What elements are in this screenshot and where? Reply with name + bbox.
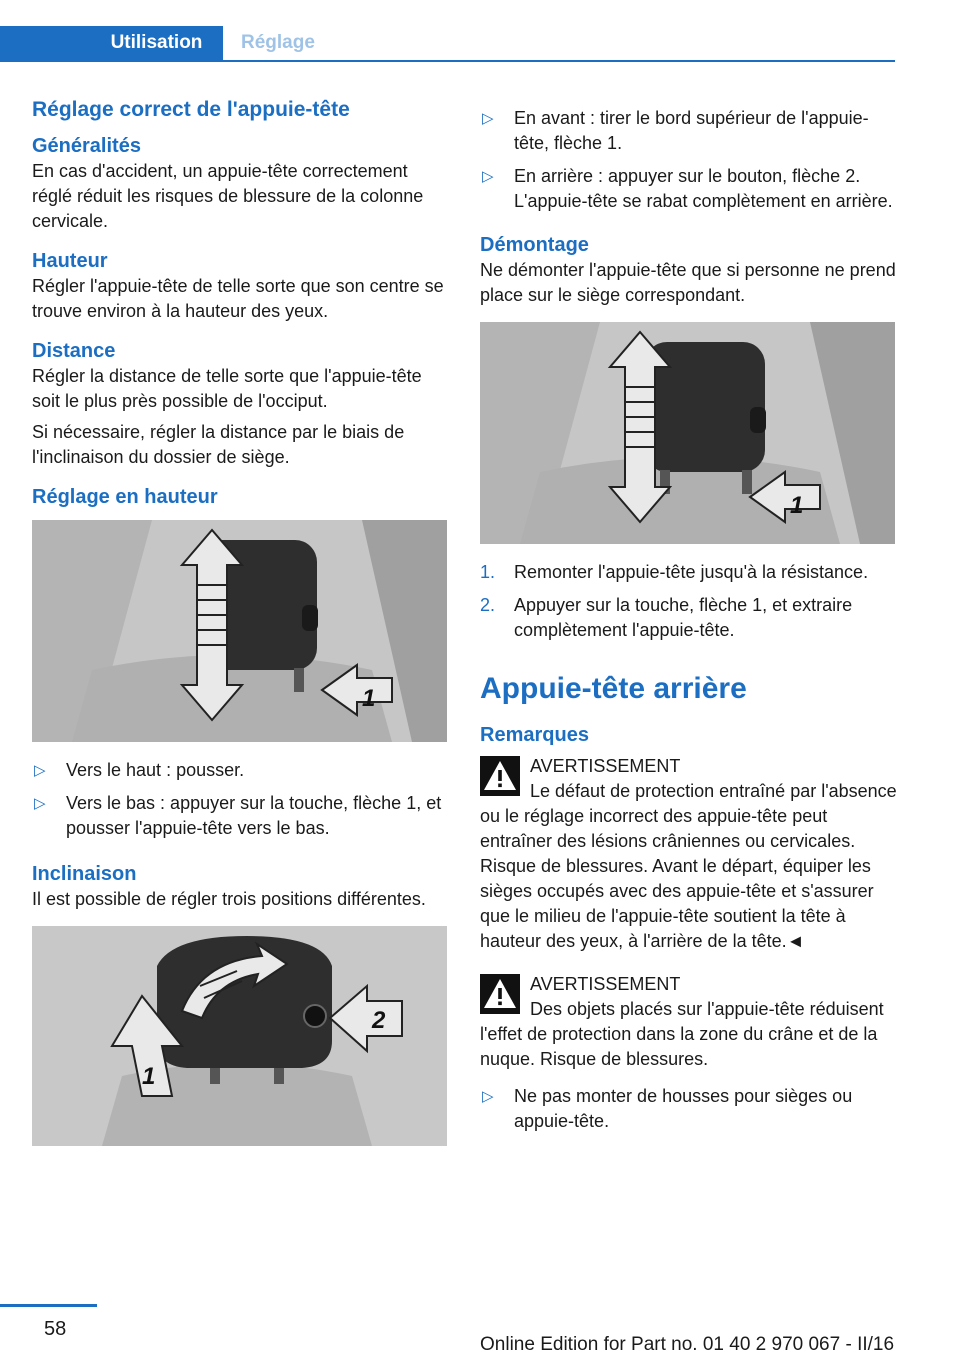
heading-distance: Distance: [32, 340, 116, 363]
text-generalites: En cas d'accident, un appuie-tête correctement réglé réduit les risques de blessure de la colonne cervicale.: [32, 161, 424, 232]
figure-label: 2: [372, 1007, 386, 1035]
figure-label: 1: [790, 492, 804, 519]
text-hauteur: Régler l'appuie-tête de telle sorte que son centre se trouve environ à la hauteur des yeux.: [32, 276, 444, 322]
headrest-height-illustration: [32, 520, 447, 742]
warning-text: Le défaut de protection entraîné par l'absence ou le réglage incorrect des appuie-tête peut entraîner des lésions crâniennes ou cervicales. Risque de blessures. Avant le départ, équiper les sièges occupés avec des appuie-tête et s'assurer que le milieu de l'appuie-tête soutient la tête à hauteur des yeux, à l'arrière de la tête.◄: [480, 781, 897, 951]
heading-hauteur: Hauteur: [32, 250, 108, 273]
section-demontage: [480, 232, 898, 643]
triangle-bullet-icon: ▷: [34, 795, 46, 813]
headrest-height-figure: [32, 520, 447, 742]
warning-triangle-icon: [480, 974, 520, 1014]
list-item: 2. Appuyer sur la touche, flèche 1, et extraire complètement l'appuie-tête.: [480, 595, 853, 640]
removal-steps: [480, 560, 898, 643]
warning-1: [480, 754, 898, 954]
warning-title: AVERTISSEMENT: [530, 974, 681, 994]
section-reglage-hauteur: [32, 484, 450, 841]
list-item: ▷ Vers le bas : appuyer sur la touche, flèche 1, et pousser l'appuie-tête vers le bas.: [34, 793, 442, 839]
tilt-bullets: [480, 106, 898, 214]
headrest-removal-illustration: [480, 322, 895, 544]
left-column: [32, 96, 450, 1162]
list-item: 1. Remonter l'appuie-tête jusqu'à la résistance.: [480, 562, 869, 582]
section-title: Réglage correct de l'appuie-tête: [32, 98, 350, 121]
figure-label: 1: [142, 1063, 156, 1091]
page-number: 58: [44, 1318, 67, 1340]
page-header: [0, 0, 960, 62]
list-item: ▷ Ne pas monter de housses pour sièges ou appuie-tête.: [482, 1086, 853, 1131]
section-distance: [32, 338, 450, 470]
heading-appuie-tete-arriere: Appuie-tête arrière: [480, 672, 747, 705]
headrest-tilt-figure: [32, 926, 447, 1146]
text-demontage: Ne démonter l'appuie-tête que si personne ne prend place sur le siège correspondant.: [480, 260, 896, 305]
section-appuie-tete-arriere: [480, 669, 898, 1134]
tab-utilisation[interactable]: Utilisation: [0, 26, 223, 60]
triangle-bullet-icon: ▷: [482, 1088, 494, 1105]
heading-reglage-hauteur: Réglage en hauteur: [32, 486, 218, 509]
heading-remarques: Remarques: [480, 724, 589, 746]
triangle-bullet-icon: ▷: [482, 168, 494, 185]
footer-rule: [0, 1304, 97, 1307]
rear-bullets: [480, 1084, 898, 1134]
right-column: [480, 96, 898, 1148]
warning-triangle-icon: [480, 756, 520, 796]
header-rule: [0, 60, 895, 62]
heading-demontage: Démontage: [480, 234, 589, 256]
section-hauteur: [32, 248, 450, 324]
triangle-bullet-icon: ▷: [482, 110, 494, 127]
text-inclinaison: Il est possible de régler trois positions différentes.: [32, 889, 426, 910]
headrest-removal-figure: [480, 322, 895, 544]
list-item: ▷ Vers le haut : pousser.: [32, 758, 450, 783]
heading-generalites: Généralités: [32, 135, 141, 158]
height-bullets: [32, 758, 450, 841]
triangle-bullet-icon: ▷: [34, 762, 46, 780]
headrest-tilt-illustration: [32, 926, 447, 1146]
warning-title: AVERTISSEMENT: [530, 756, 681, 776]
warning-text: Des objets placés sur l'appuie-tête réduisent l'effet de protection dans la zone du crâne et de la nuque. Risque de blessures.: [480, 999, 884, 1069]
section-inclinaison: [32, 861, 450, 1146]
heading-inclinaison: Inclinaison: [32, 863, 137, 886]
list-item: ▷ En arrière : appuyer sur le bouton, flèche 2. L'appuie-tête se rabat complètement en arrière.: [482, 166, 893, 211]
text-distance-1: Régler la distance de telle sorte que l'appuie-tête soit le plus près possible de l'occiput.: [32, 366, 422, 412]
edition-text: Online Edition for Part no. 01 40 2 970 067 - II/16: [480, 1334, 895, 1355]
tab-reglage[interactable]: Réglage: [241, 32, 315, 53]
warning-2: [480, 972, 898, 1072]
section-generalites: [32, 133, 450, 234]
text-distance-2: Si nécessaire, régler la distance par le biais de l'inclinaison du dossier de siège.: [32, 422, 405, 468]
figure-label: 1: [362, 685, 376, 713]
list-item: ▷ En avant : tirer le bord supérieur de l'appuie-tête, flèche 1.: [482, 108, 869, 153]
